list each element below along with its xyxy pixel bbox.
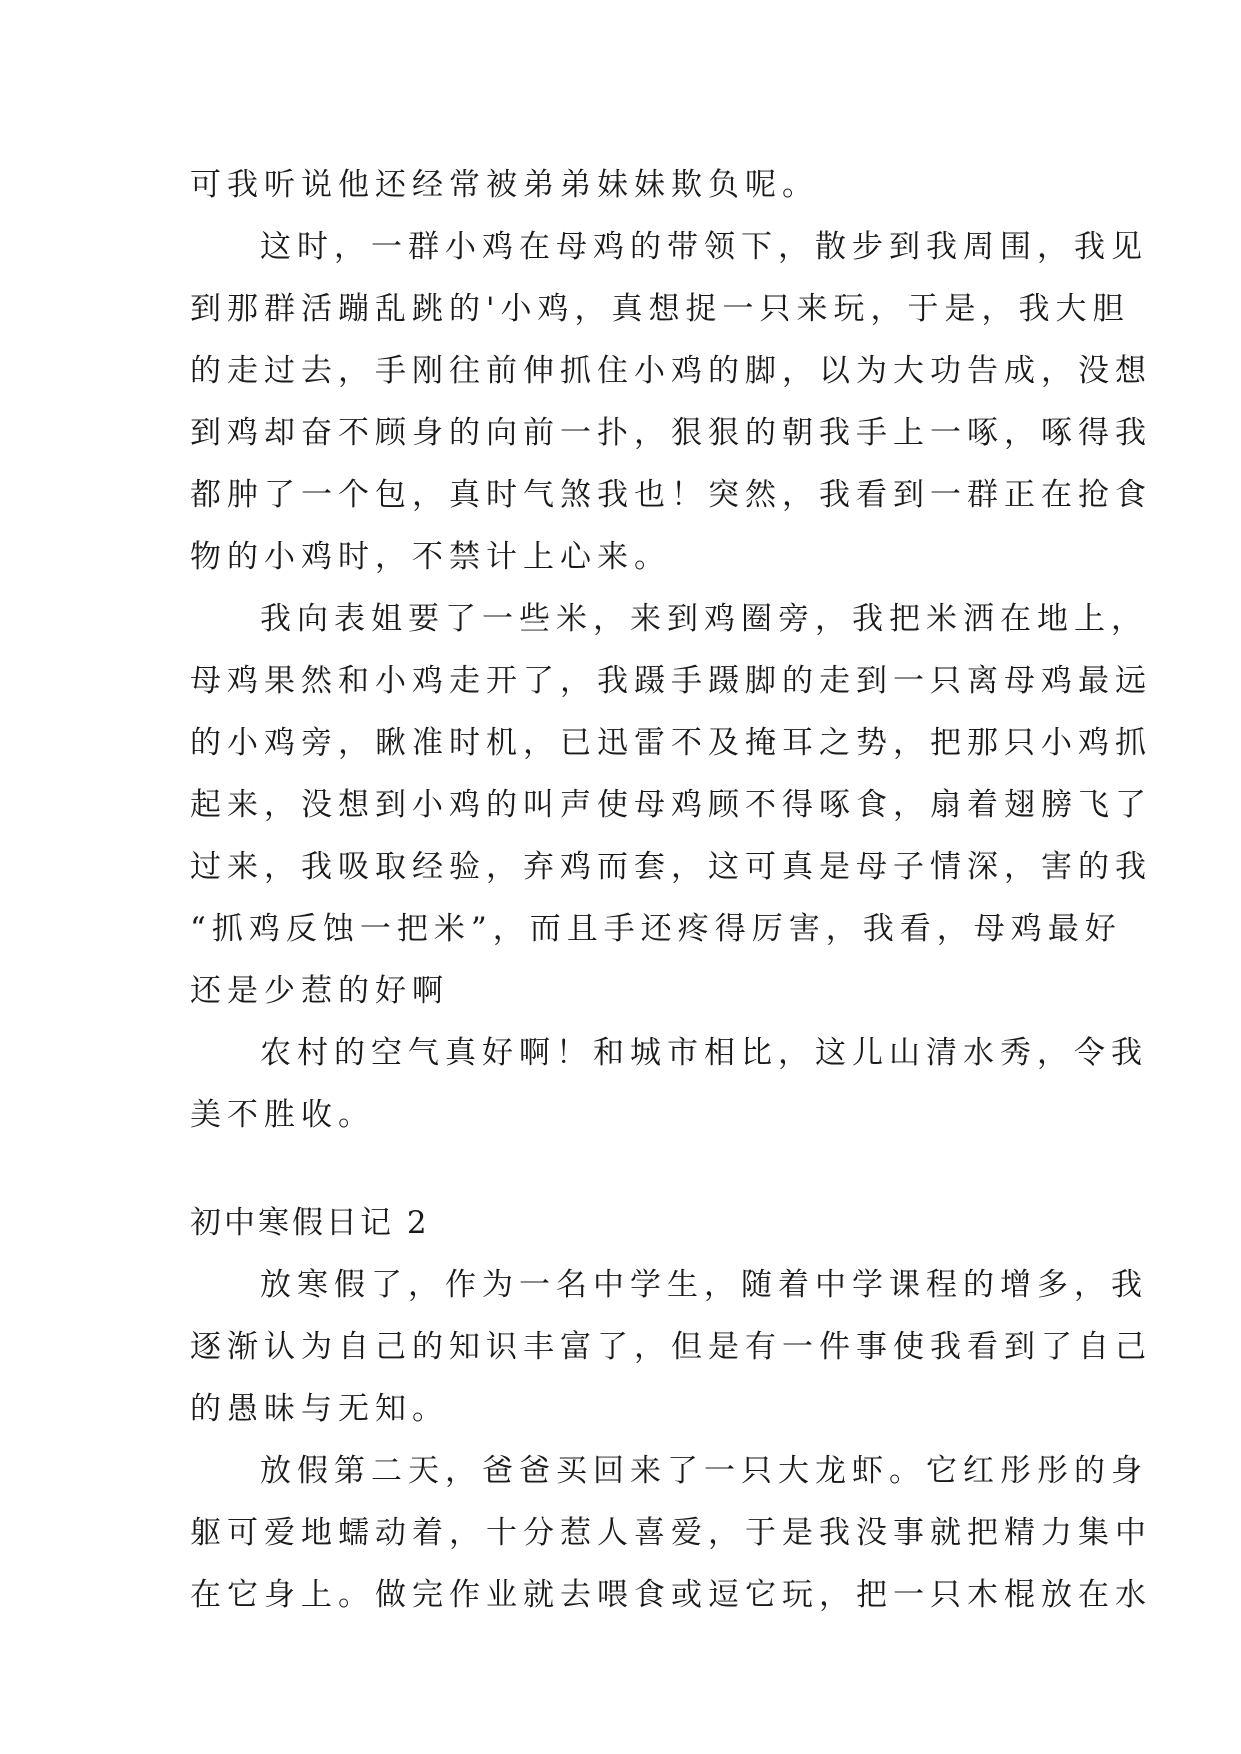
paragraph: [190, 1022, 1148, 1146]
section-heading: [190, 1192, 1070, 1254]
document-body: [190, 154, 1152, 1626]
text-line: 农村的空气真好啊！和城市相比，这儿山清水秀，令我: [260, 1035, 1148, 1071]
section-gap: [190, 1146, 1070, 1192]
text-line: 都肿了一个包，真时气煞我也！突然，我看到一群正在抢食: [190, 477, 1152, 513]
text-line: 这时，一群小鸡在母鸡的带领下，散步到我周围，我见: [260, 229, 1148, 265]
text-line: 的小鸡旁，瞅准时机，已迅雷不及掩耳之势，把那只小鸡抓: [190, 725, 1152, 761]
text-line: 躯可爱地蠕动着，十分惹人喜爱，于是我没事就把精力集中: [190, 1515, 1152, 1551]
text-line: 的走过去，手刚往前伸抓住小鸡的脚，以为大功告成，没想: [190, 353, 1152, 389]
paragraph: [190, 154, 1070, 216]
text-line: 过来，我吸取经验，弃鸡而套，这可真是母子情深，害的我: [190, 849, 1152, 885]
text-line: 可我听说他还经常被弟弟妹妹欺负呢。: [190, 167, 819, 203]
text-line: 的愚昧与无知。: [190, 1391, 449, 1427]
paragraph: [190, 1254, 1152, 1440]
text-line: 物的小鸡时，不禁计上心来。: [190, 539, 671, 575]
text-line: 放假第二天，爸爸买回来了一只大龙虾。它红彤彤的身: [260, 1453, 1148, 1489]
text-line: 在它身上。做完作业就去喂食或逗它玩，把一只木棍放在水: [190, 1577, 1152, 1613]
text-line: 放寒假了，作为一名中学生，随着中学课程的增多，我: [260, 1267, 1148, 1303]
text-line: 母鸡果然和小鸡走开了，我蹑手蹑脚的走到一只离母鸡最远: [190, 663, 1152, 699]
text-line: 到鸡却奋不顾身的向前一扑，狠狠的朝我手上一啄，啄得我: [190, 415, 1152, 451]
paragraph: [190, 216, 1152, 588]
text-line: 还是少惹的好啊: [190, 973, 449, 1009]
paragraph: [190, 1440, 1152, 1626]
paragraph: [190, 588, 1152, 1022]
text-line: 起来，没想到小鸡的叫声使母鸡顾不得啄食，扇着翅膀飞了: [190, 787, 1152, 823]
text-line: 美不胜收。: [190, 1097, 375, 1133]
text-line: 我向表姐要了一些米，来到鸡圈旁，我把米洒在地上，: [260, 601, 1148, 637]
text-line: 逐渐认为自己的知识丰富了，但是有一件事使我看到了自己: [190, 1329, 1152, 1365]
heading-text: 初中寒假日记 2: [190, 1205, 430, 1241]
text-line: 到那群活蹦乱跳的'小鸡，真想捉一只来玩，于是，我大胆: [190, 291, 1130, 327]
text-line: “抓鸡反蚀一把米”，而且手还疼得厉害，我看，母鸡最好: [190, 911, 1122, 947]
